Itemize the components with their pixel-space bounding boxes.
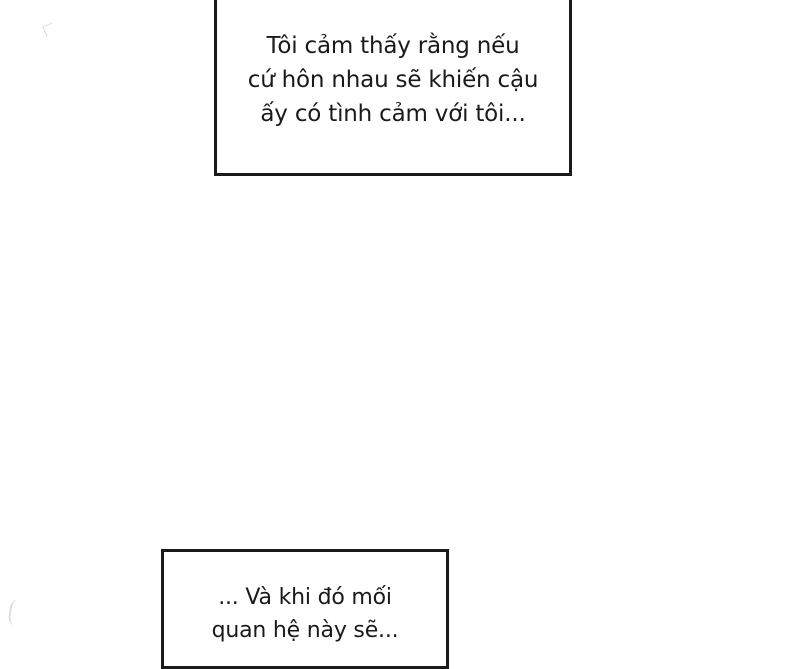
speech-line: quan hệ này sẽ...: [211, 618, 399, 643]
speech-line: cứ hôn nhau sẽ khiến cậu: [247, 67, 539, 93]
pencil-stroke-icon: [42, 22, 56, 36]
speech-line: ấy có tình cảm với tôi...: [260, 101, 526, 127]
speech-line: ... Và khi đó mối: [218, 585, 392, 610]
speech-balloon-top: [214, 0, 572, 176]
pencil-stroke-icon: [7, 599, 28, 627]
speech-balloon-bottom: [161, 549, 449, 669]
speech-line: Tôi cảm thấy rằng nếu: [266, 33, 520, 59]
